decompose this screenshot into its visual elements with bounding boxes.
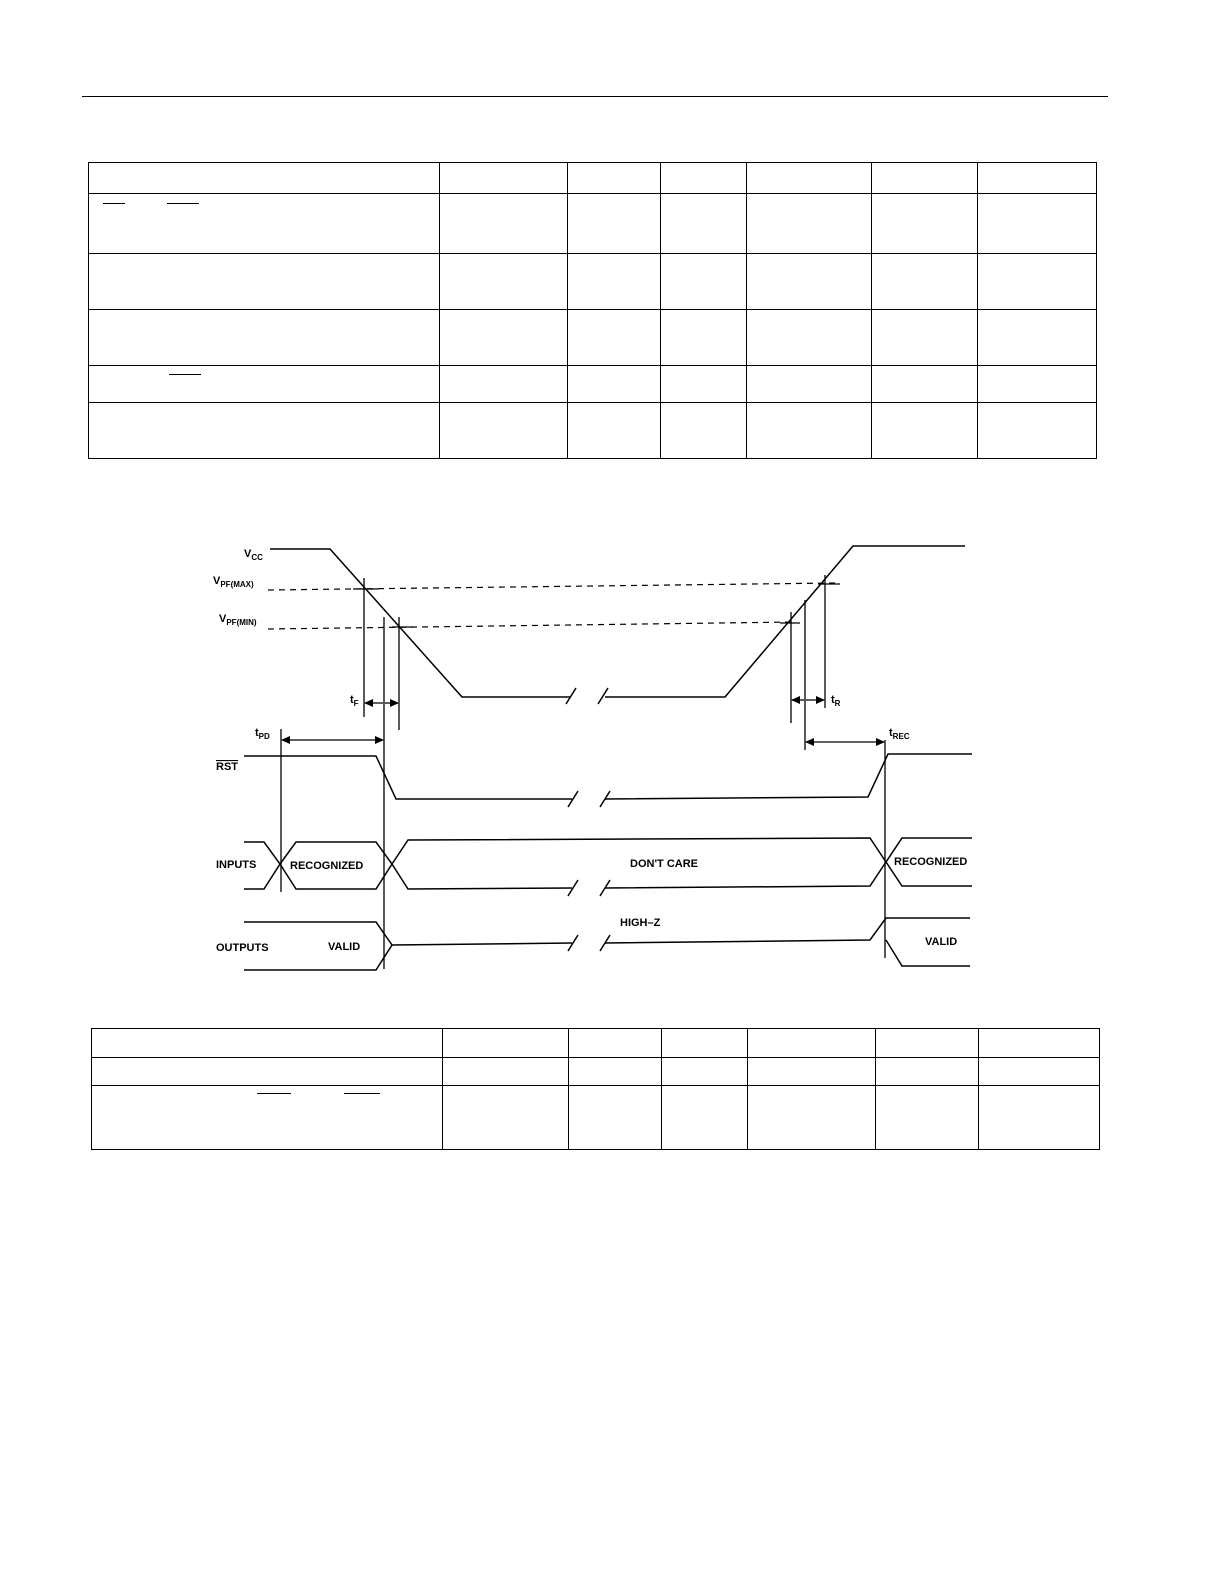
vpf-max-label: $V_{PF(MAX)}$ (213, 575, 254, 589)
break-mark (598, 688, 608, 704)
inputs-label: INPUTS (216, 859, 257, 871)
outputs-valid-right: VALID (925, 936, 958, 948)
vcc-label: $V_{CC}$ (244, 548, 263, 562)
outputs-high-z: HIGH–Z (620, 917, 661, 929)
outputs-valid-left: VALID (328, 941, 361, 953)
rst-waveform (244, 754, 972, 807)
inputs-dont-care: DON'T CARE (630, 858, 699, 870)
timing-arrows (282, 700, 884, 742)
timing-reference-lines (281, 575, 885, 969)
inputs-recognized-right: RECOGNIZED (894, 856, 968, 868)
threshold-crossing-marks (353, 584, 840, 627)
tpd-label: $t_{PD}$ (255, 727, 270, 741)
break-mark (566, 688, 576, 704)
inputs-recognized-left: RECOGNIZED (290, 860, 364, 872)
rst-label: RST (216, 761, 238, 773)
outputs-label: OUTPUTS (216, 942, 269, 954)
trec-label: $t_{REC}$ (889, 727, 910, 741)
vcc-waveform (270, 546, 965, 704)
tf-label: $t_F$ (350, 694, 359, 708)
tr-label: $t_R$ (831, 694, 841, 708)
vpf-min-label: $V_{PF(MIN)}$ (219, 613, 257, 627)
vpf-min-threshold-line (268, 622, 795, 629)
